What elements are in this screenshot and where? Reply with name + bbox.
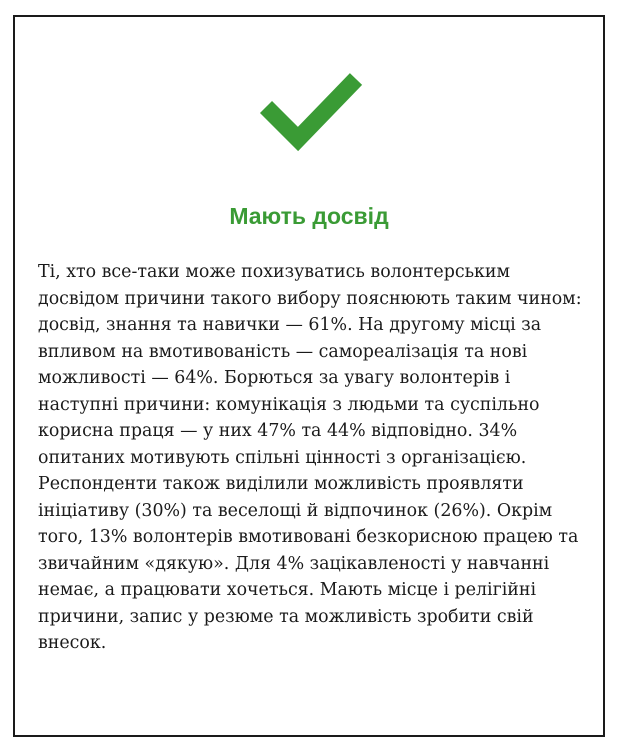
checkmark-icon <box>256 67 366 153</box>
info-card <box>13 15 605 737</box>
card-title: Мають досвід <box>229 203 389 229</box>
card-body-text: Ті, хто все-таки може похизуватись волонтерським досвідом причини такого вибору пояснюють таким чином: досвід, знання та навички — 61%. На другому місці за впливом на вмотивованість — самореалізація та нові можливості — 64%. Борються за увагу волонтерів і наступні причини: комунікація з людьми та суспільно корисна праця — у них 47% та 44% відповідно. 34% опитаних мотивують спільні цінності з організацією. Респонденти також виділили можливість проявляти ініціативу (30%) та веселощі й відпочинок (26%). Окрім того, 13% волонтерів вмотивовані безкорисною працею та звичайним «дякую». Для 4% зацікавленості у навчанні немає, а працювати хочеться. Мають місце і релігійні причини, запис у резюме та можливість зробити свій внесок. <box>38 262 582 653</box>
